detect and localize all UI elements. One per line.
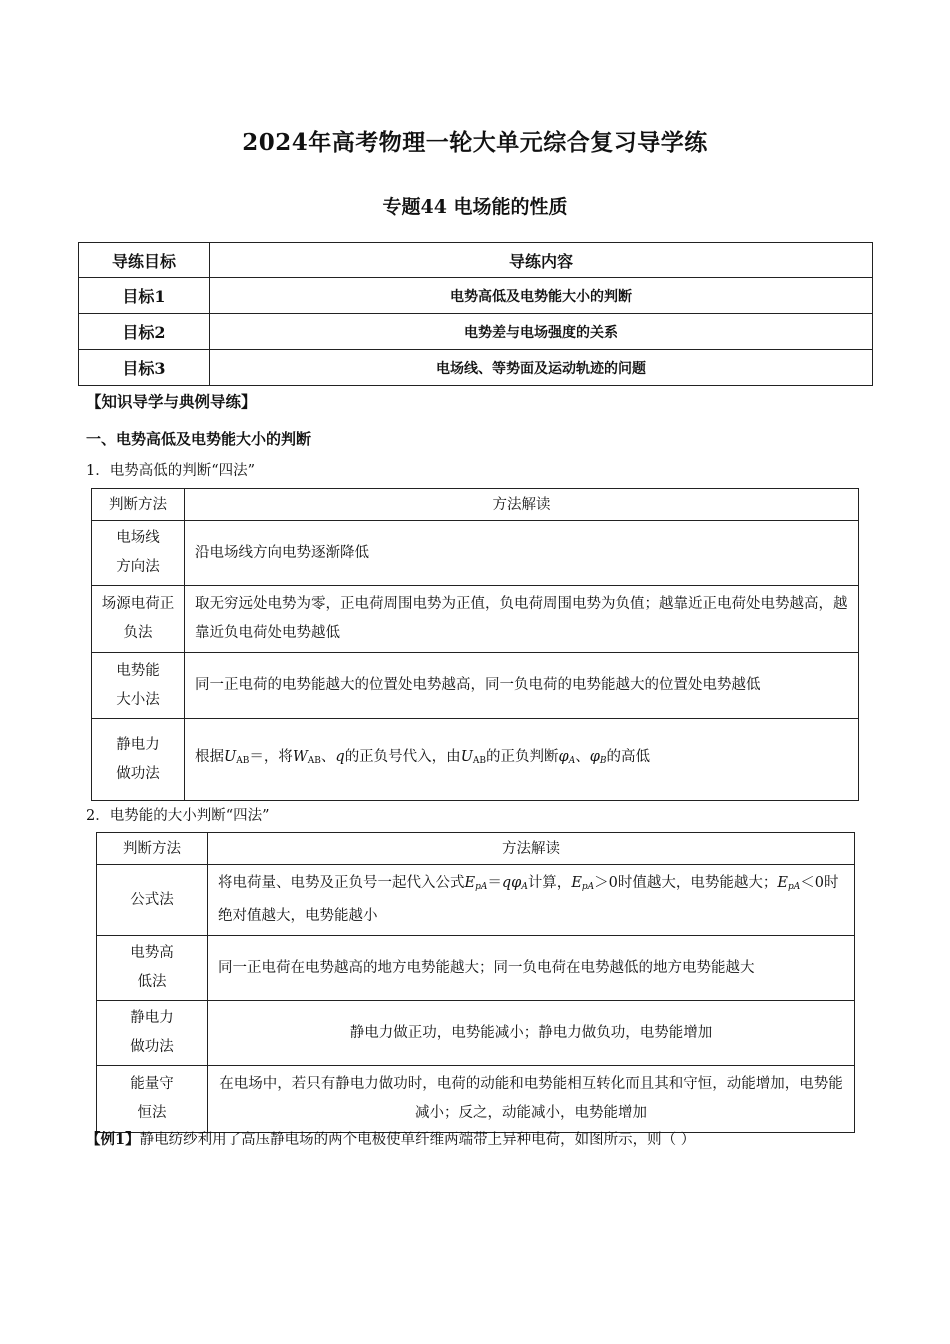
section-heading: 【知识导学与典例导练】 [86, 392, 257, 411]
method-cell: 静电力 做功法 [92, 719, 185, 801]
method-desc: 静电力做正功，电势能减小；静电力做负功，电势能增加 [208, 1001, 855, 1066]
goals-table [78, 242, 873, 386]
item2-heading: 2．电势能的大小判断“四法” [86, 808, 270, 824]
method-cell: 电场线 方向法 [92, 521, 185, 586]
goal-label: 目标3 [79, 350, 210, 386]
method-cell: 电势能 大小法 [92, 653, 185, 719]
method-desc: 根据$U_{AB}=$，将$W_{AB}$、q的正负号代入，由$U_{AB}$的正负判断$\varphi_A$、$\varphi_B$的高低 [185, 719, 859, 801]
t1-header-desc: 方法解读 [185, 489, 859, 521]
topic-subtitle: 专题44 电场能的性质 [382, 196, 568, 218]
document-title: 2024年高考物理一轮大单元综合复习导学练 [242, 129, 708, 156]
goal-label: 目标2 [79, 314, 210, 350]
goal-content: 电势高低及电势能大小的判断 [210, 278, 873, 314]
method-cell: 公式法 [97, 865, 208, 936]
goal-content: 电势差与电场强度的关系 [210, 314, 873, 350]
t2-header-method: 判断方法 [97, 833, 208, 865]
item1-heading: 1．电势高低的判断“四法” [86, 463, 256, 479]
goal-label: 目标1 [79, 278, 210, 314]
method-cell: 静电力 做功法 [97, 1001, 208, 1066]
method-desc: 将电荷量、电势及正负号一起代入公式$E_{pA}=q\varphi_A$计算，$E_{pA}>0$时值越大，电势能越大；$E_{pA}<0$时绝对值越大，电势能越小 [208, 865, 855, 936]
goal-content: 电场线、等势面及运动轨迹的问题 [210, 350, 873, 386]
energy-methods-table [96, 832, 855, 1133]
method-cell: 能量守 恒法 [97, 1066, 208, 1133]
t1-header-method: 判断方法 [92, 489, 185, 521]
method-desc: 在电场中，若只有静电力做功时，电荷的动能和电势能相互转化而且其和守恒，动能增加，电势能减小；反之，动能减小，电势能增加 [208, 1066, 855, 1133]
t2-header-desc: 方法解读 [208, 833, 855, 865]
method-cell: 场源电荷正 负法 [92, 586, 185, 653]
method-desc: 同一正电荷的电势能越大的位置处电势越高，同一负电荷的电势能越大的位置处电势越低 [185, 653, 859, 719]
potential-methods-table [91, 488, 859, 801]
example-question [86, 1128, 695, 1149]
goals-header-goal: 导练目标 [79, 243, 210, 278]
goals-header-content: 导练内容 [210, 243, 873, 278]
example-text: 静电纺纱利用了高压静电场的两个电极使单纤维两端带上异种电荷，如图所示，则（ ） [139, 1132, 696, 1148]
example-label: 【例1】 [86, 1131, 140, 1148]
method-desc: 同一正电荷在电势越高的地方电势能越大；同一负电荷在电势越低的地方电势能越大 [208, 936, 855, 1001]
method-desc: 取无穷远处电势为零，正电荷周围电势为正值，负电荷周围电势为负值；越靠近正电荷处电势越高，越靠近负电荷处电势越低 [185, 586, 859, 653]
part-heading: 一、电势高低及电势能大小的判断 [86, 430, 312, 448]
method-desc: 沿电场线方向电势逐渐降低 [185, 521, 859, 586]
method-cell: 电势高 低法 [97, 936, 208, 1001]
